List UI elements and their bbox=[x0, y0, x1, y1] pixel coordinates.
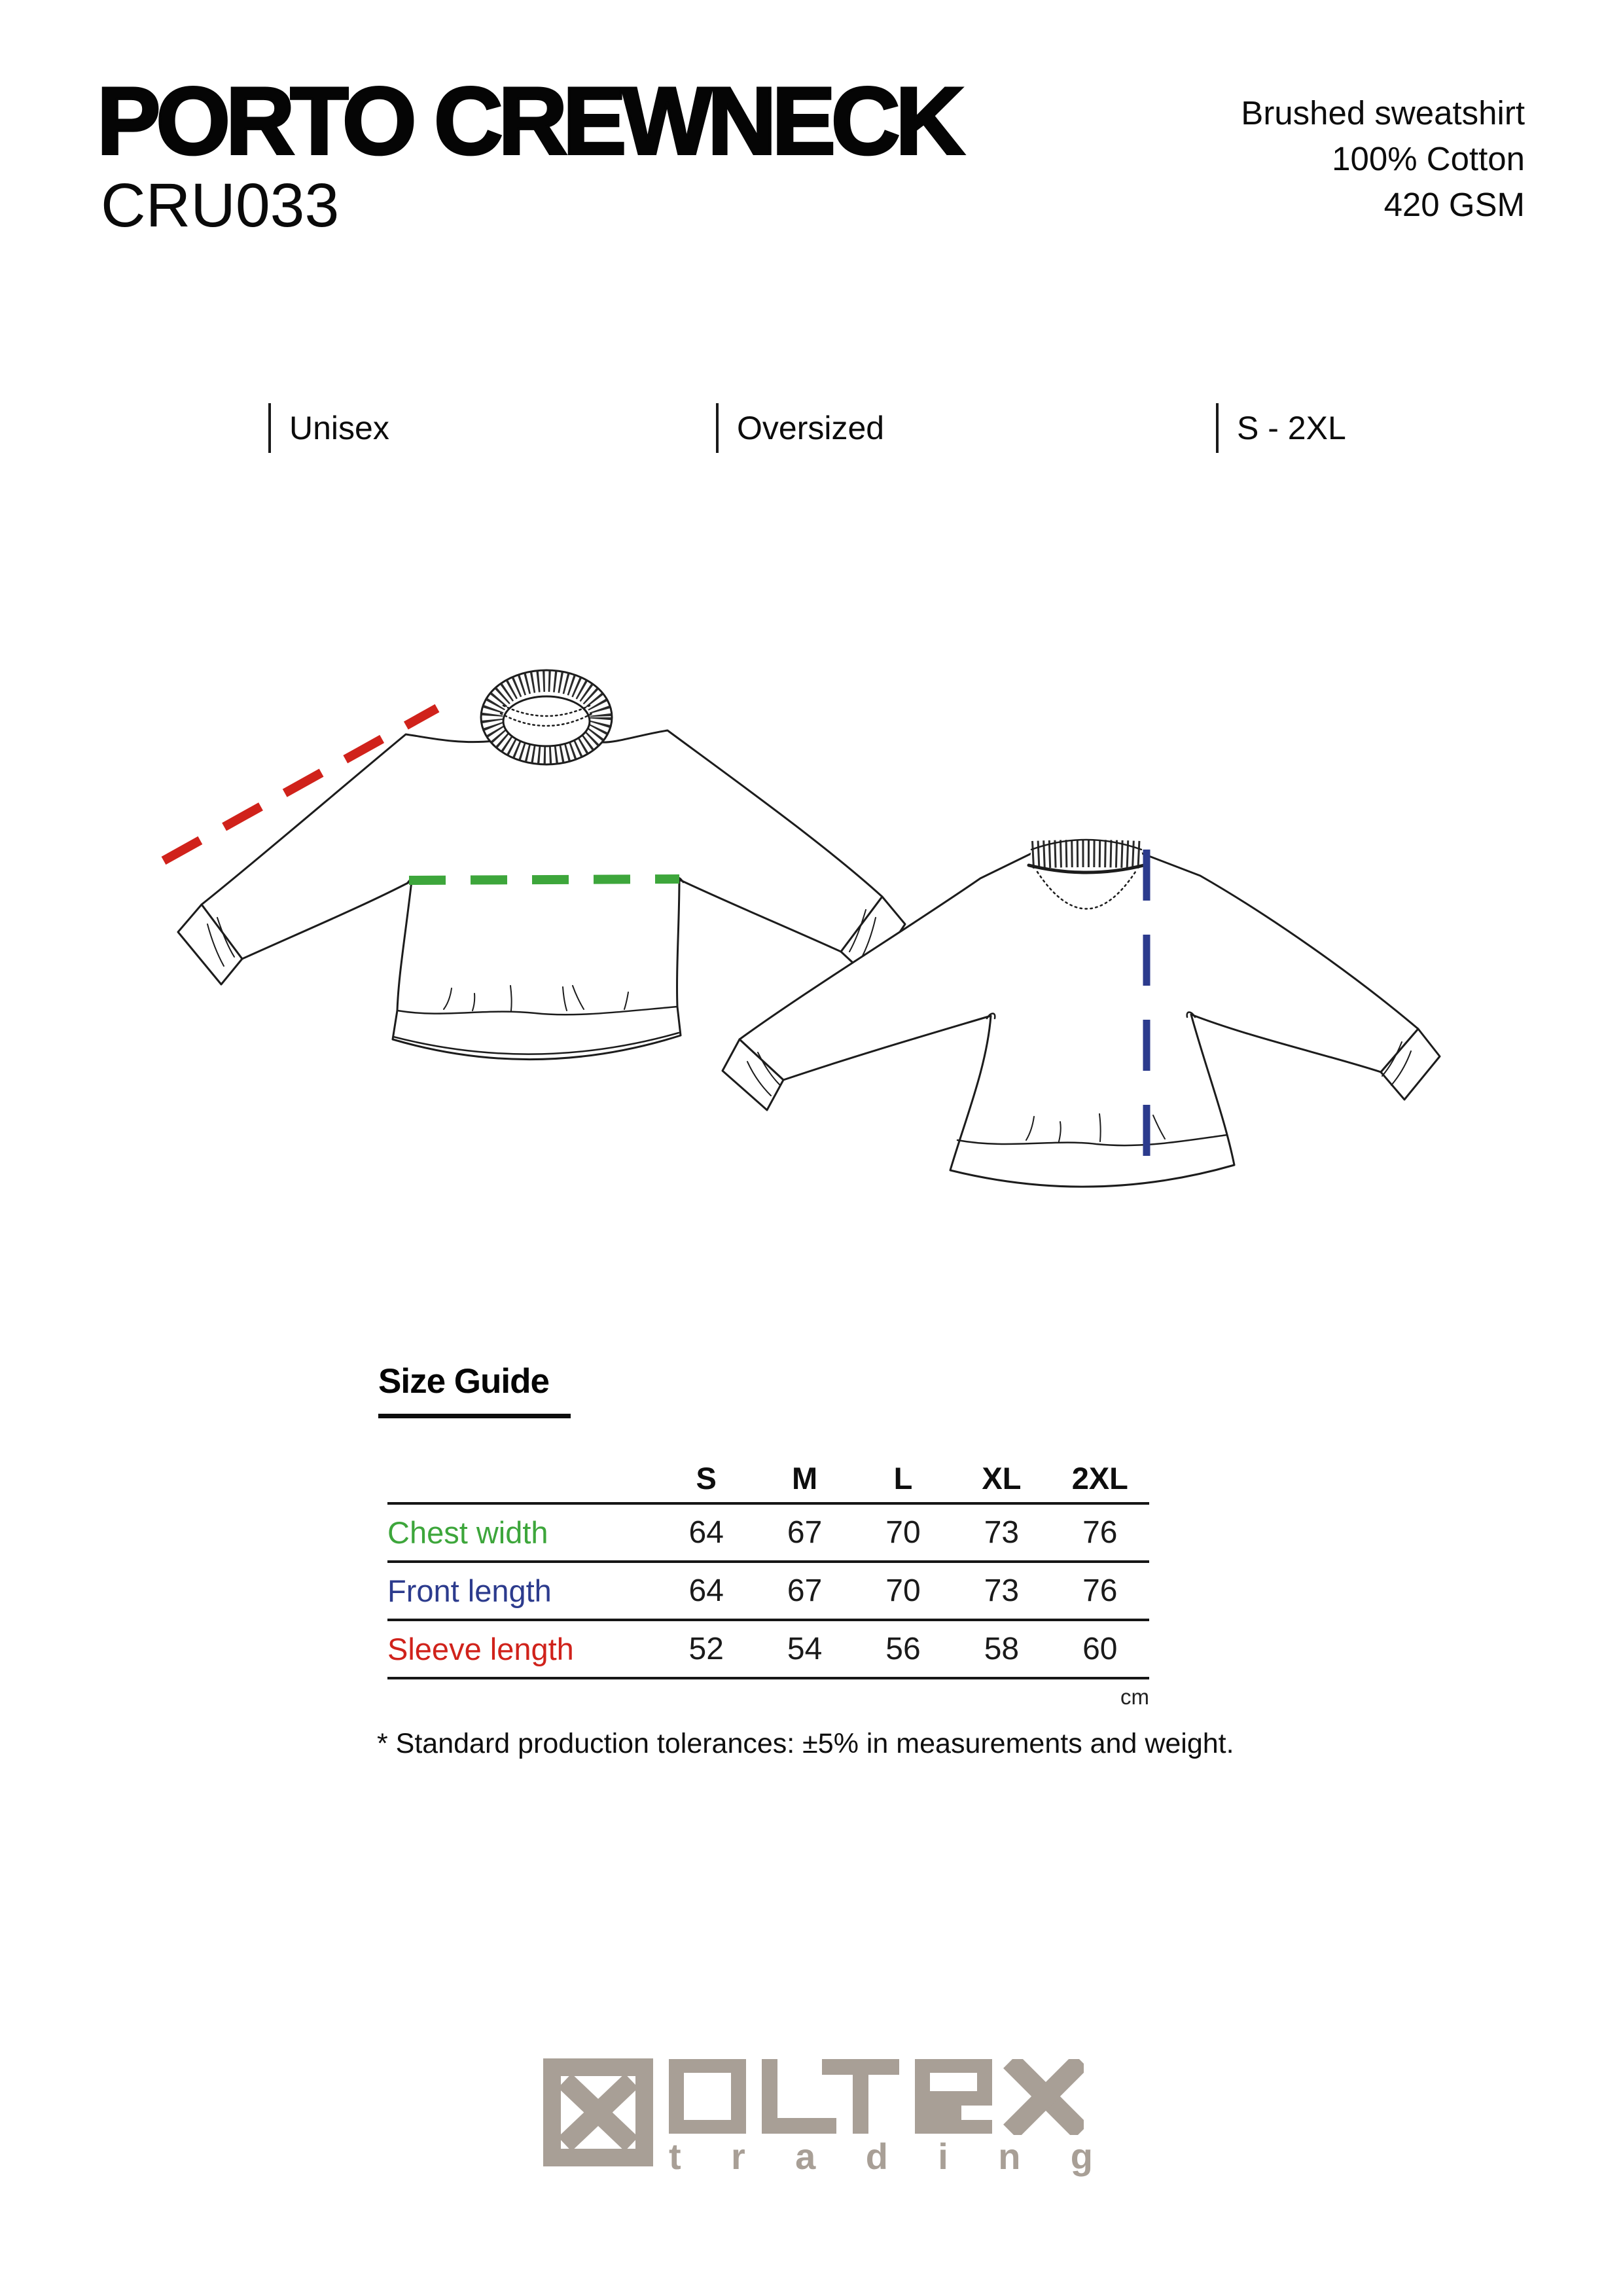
cell-value: 67 bbox=[787, 1573, 823, 1608]
material-line: 100% Cotton bbox=[1332, 140, 1525, 177]
table-row-chest-width bbox=[387, 1505, 1149, 1563]
cell-value: 76 bbox=[1082, 1573, 1118, 1608]
cell-value: 54 bbox=[787, 1632, 823, 1666]
brand-wordmark bbox=[669, 2059, 1084, 2135]
product-code: CRU033 bbox=[101, 171, 340, 240]
size-guide-table bbox=[387, 1454, 1149, 1710]
cell-value: 67 bbox=[787, 1515, 823, 1550]
cell-value: 64 bbox=[688, 1573, 724, 1608]
cell-value: 60 bbox=[1082, 1632, 1118, 1666]
material-line: 420 GSM bbox=[1383, 186, 1525, 223]
column-header-m: M bbox=[792, 1461, 818, 1496]
logo-letter: a bbox=[795, 2136, 816, 2177]
brand-subtitle bbox=[669, 2135, 1093, 2178]
size-guide-heading: Size Guide bbox=[378, 1362, 549, 1401]
logo-letter: t bbox=[669, 2136, 681, 2177]
table-row-front-length bbox=[387, 1563, 1149, 1621]
cell-value: 76 bbox=[1082, 1515, 1118, 1550]
cell-value: 70 bbox=[885, 1573, 921, 1608]
row-label: Front length bbox=[387, 1573, 552, 1608]
logo-letter: d bbox=[865, 2136, 888, 2177]
tolerance-footnote: * Standard production tolerances: ±5% in measurements and weight. bbox=[377, 1728, 1234, 1759]
brand-logo-icon bbox=[543, 2058, 653, 2166]
column-header-s: S bbox=[696, 1461, 717, 1496]
size-guide-underline bbox=[378, 1414, 571, 1418]
cell-value: 56 bbox=[885, 1632, 921, 1666]
table-row-sleeve-length bbox=[387, 1621, 1149, 1679]
cell-value: 73 bbox=[984, 1573, 1020, 1608]
column-header-l: L bbox=[893, 1461, 913, 1496]
garment-outline bbox=[740, 844, 1418, 1187]
back-view-sketch bbox=[707, 812, 1492, 1217]
letter-o bbox=[669, 2059, 746, 2134]
row-label: Chest width bbox=[387, 1515, 548, 1550]
material-line: Brushed sweatshirt bbox=[1241, 94, 1525, 132]
attribute-gender: Unisex bbox=[268, 403, 389, 453]
attribute-size-range: S - 2XL bbox=[1216, 403, 1346, 453]
row-label: Sleeve length bbox=[387, 1632, 574, 1666]
table-header-row bbox=[387, 1454, 1149, 1505]
cell-value: 70 bbox=[885, 1515, 921, 1550]
page-title: PORTO CREWNECK bbox=[97, 67, 960, 174]
column-header-2xl: 2XL bbox=[1071, 1461, 1128, 1496]
column-header-xl: XL bbox=[982, 1461, 1022, 1496]
logo-letter: g bbox=[1070, 2136, 1093, 2177]
cell-value: 52 bbox=[688, 1632, 724, 1666]
cell-value: 64 bbox=[688, 1515, 724, 1550]
logo-letter: r bbox=[731, 2136, 745, 2177]
logo-letter: n bbox=[998, 2136, 1021, 2177]
letter-e bbox=[915, 2059, 992, 2134]
unit-label: cm bbox=[1120, 1685, 1149, 1709]
cell-value: 73 bbox=[984, 1515, 1020, 1550]
logo-letter: i bbox=[938, 2136, 948, 2177]
attribute-fit: Oversized bbox=[716, 403, 884, 453]
material-info bbox=[1241, 90, 1525, 228]
cell-value: 58 bbox=[984, 1632, 1020, 1666]
